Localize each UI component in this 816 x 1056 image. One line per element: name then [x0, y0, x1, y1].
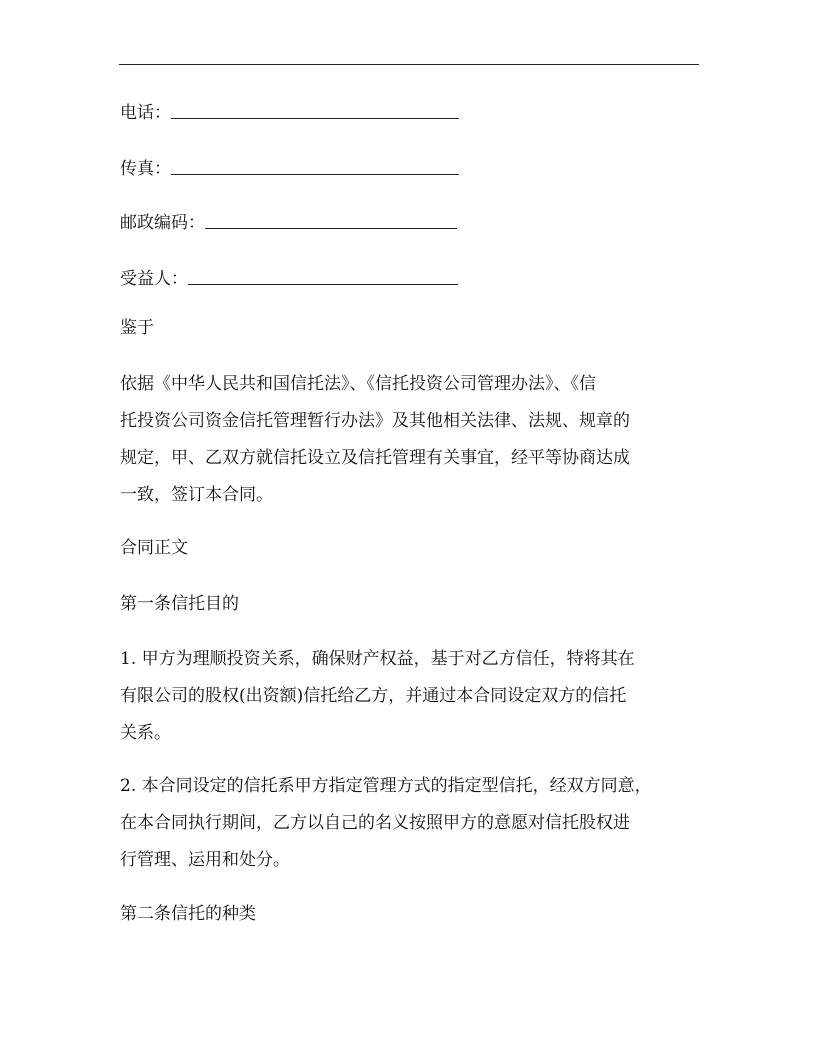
clause-2-line: 行管理、运用和处分。 [120, 850, 290, 870]
whereas-line: 一致，签订本合同。 [120, 485, 273, 505]
fax-field [120, 151, 459, 179]
whereas-paragraph [120, 366, 720, 514]
article2-heading: 第二条信托的种类 [120, 904, 256, 924]
clause-1-line: 关系。 [120, 723, 171, 743]
clause-2-line: 2. 本合同设定的信托系甲方指定管理方式的指定型信托，经双方同意， [120, 776, 652, 796]
beneficiary-field [120, 261, 458, 289]
phone-field [120, 95, 459, 123]
clause-2 [120, 768, 720, 879]
clause-2-line: 在本合同执行期间，乙方以自己的名义按照甲方的意愿对信托股权进 [120, 813, 630, 833]
clause-1-line: 1. 甲方为理顺投资关系，确保财产权益，基于对乙方信任，特将其在 [120, 649, 635, 669]
phone-blank-line [171, 118, 459, 119]
postcode-field [120, 205, 457, 233]
beneficiary-label: 受益人： [120, 269, 188, 289]
article1-heading: 第一条信托目的 [120, 594, 239, 614]
phone-label: 电话： [120, 103, 171, 123]
fax-label: 传真： [120, 159, 171, 179]
fax-blank-line [171, 174, 459, 175]
whereas-line: 规定，甲、乙双方就信托设立及信托管理有关事宜，经平等协商达成 [120, 448, 630, 468]
whereas-line: 依据《中华人民共和国信托法》、《信托投资公司管理办法》、《信 [120, 374, 596, 394]
beneficiary-blank-line [188, 284, 458, 285]
header-rule [119, 64, 699, 65]
body-heading: 合同正文 [120, 538, 188, 558]
clause-1 [120, 641, 720, 752]
whereas-heading: 鉴于 [120, 318, 154, 338]
whereas-line: 托投资公司资金信托管理暂行办法》及其他相关法律、法规、规章的 [120, 411, 630, 431]
clause-1-line: 有限公司的股权(出资额)信托给乙方，并通过本合同设定双方的信托 [120, 686, 627, 706]
postcode-label: 邮政编码： [120, 213, 205, 233]
postcode-blank-line [205, 228, 457, 229]
